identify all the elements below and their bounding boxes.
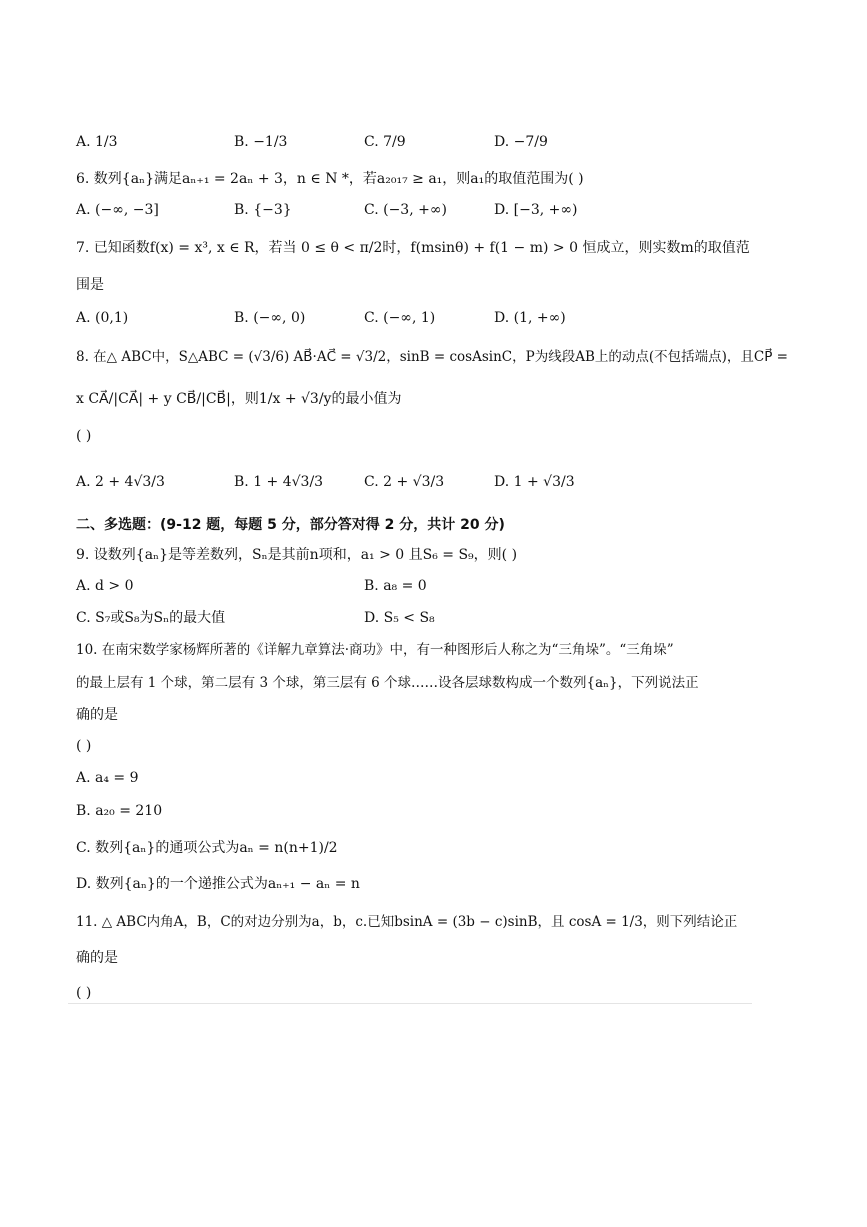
q10-option-a: A. a₄ = 9 xyxy=(76,770,139,786)
q8-answer-paren: ( ) xyxy=(76,428,92,444)
q10-stem-line1: 10. 在南宋数学家杨辉所著的《详解九章算法·商功》中，有一种图形后人称之为“三角垛”。“三角垛” xyxy=(76,642,674,658)
q5-option-b: B. −1/3 xyxy=(234,134,288,150)
q6-option-c: C. (−3, +∞) xyxy=(364,202,447,218)
q8-stem-line2: x CA⃗/|CA⃗| + y CB⃗/|CB⃗|，则1/x + √3/y的最小值为 xyxy=(76,391,402,407)
q8-option-d: D. 1 + √3/3 xyxy=(494,474,575,490)
q7-option-b: B. (−∞, 0) xyxy=(234,310,306,326)
q5-option-a: A. 1/3 xyxy=(76,134,118,150)
q9-option-b: B. a₈ = 0 xyxy=(364,578,427,594)
page-bottom-divider xyxy=(68,1003,752,1004)
q8-option-b: B. 1 + 4√3/3 xyxy=(234,474,324,490)
q10-option-c: C. 数列{aₙ}的通项公式为aₙ = n(n+1)/2 xyxy=(76,840,338,856)
q9-stem: 9. 设数列{aₙ}是等差数列，Sₙ是其前n项和，a₁ > 0 且S₆ = S₉，则( ) xyxy=(76,547,518,563)
q8-stem-line1: 8. 在△ ABC中，S△ABC = (√3/6) AB⃗·AC⃗ = √3/2，sinB = cosAsinC，P为线段AB上的动点(不包括端点)，且CP⃗ = xyxy=(76,349,788,365)
q8-option-c: C. 2 + √3/3 xyxy=(364,474,445,490)
q7-stem-line1: 7. 已知函数f(x) = x³, x ∈ R，若当 0 ≤ θ < π/2时，f(msinθ) + f(1 − m) > 0 恒成立，则实数m的取值范 xyxy=(76,240,750,256)
q10-answer-paren: ( ) xyxy=(76,738,92,754)
q7-option-d: D. (1, +∞) xyxy=(494,310,566,326)
q9-option-a: A. d > 0 xyxy=(76,578,134,594)
q10-option-d: D. 数列{aₙ}的一个递推公式为aₙ₊₁ − aₙ = n xyxy=(76,876,360,892)
q6-option-b: B. {−3} xyxy=(234,202,292,218)
q7-stem-line2: 围是 xyxy=(76,277,104,293)
q7-option-c: C. (−∞, 1) xyxy=(364,310,436,326)
q6-option-d: D. [−3, +∞) xyxy=(494,202,578,218)
q10-stem-line3: 确的是 xyxy=(76,707,118,723)
q10-option-b: B. a₂₀ = 210 xyxy=(76,803,163,819)
q5-option-c: C. 7/9 xyxy=(364,134,406,150)
q7-option-a: A. (0,1) xyxy=(76,310,129,326)
q10-stem-line2: 的最上层有 1 个球，第二层有 3 个球，第三层有 6 个球……设各层球数构成一个数列{aₙ}，下列说法正 xyxy=(76,675,699,691)
q11-answer-paren: ( ) xyxy=(76,985,92,1001)
q11-stem-line2: 确的是 xyxy=(76,950,118,966)
q9-option-d: D. S₅ < S₈ xyxy=(364,610,435,626)
q6-option-a: A. (−∞, −3] xyxy=(76,202,159,218)
section-heading-multiple-choice: 二、多选题：(9-12 题，每题 5 分，部分答对得 2 分，共计 20 分) xyxy=(76,517,505,533)
q11-stem-line1: 11. △ ABC内角A，B，C的对边分别为a，b，c.已知bsinA = (3b − c)sinB，且 cosA = 1/3，则下列结论正 xyxy=(76,914,738,930)
q6-stem: 6. 数列{aₙ}满足aₙ₊₁ = 2aₙ + 3，n ∈ N *，若a₂₀₁₇ ≥ a₁，则a₁的取值范围为( ) xyxy=(76,171,584,187)
q5-option-d: D. −7/9 xyxy=(494,134,548,150)
q8-option-a: A. 2 + 4√3/3 xyxy=(76,474,165,490)
q9-option-c: C. S₇或S₈为Sₙ的最大值 xyxy=(76,610,226,626)
